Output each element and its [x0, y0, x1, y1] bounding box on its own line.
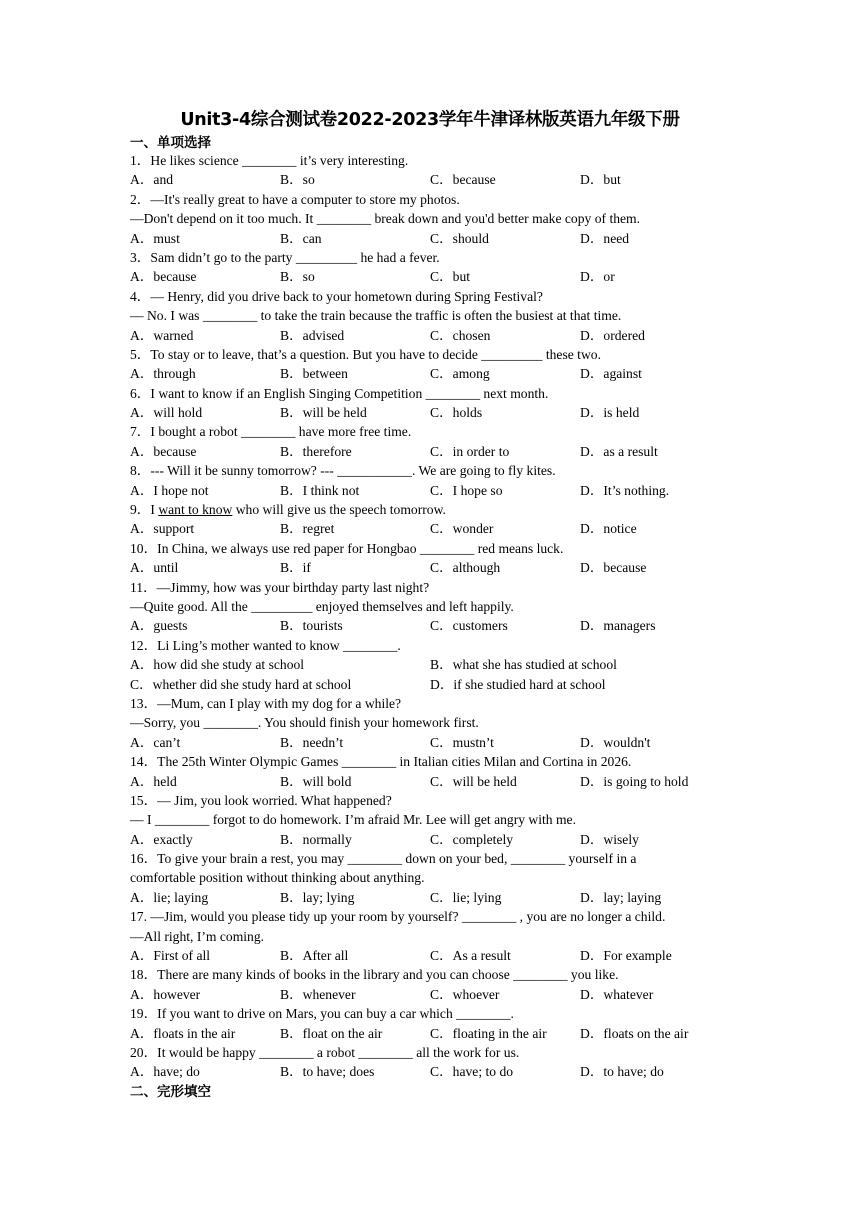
question-item [0, 422, 860, 461]
option-b: B．regret [280, 521, 335, 537]
question-text: —All right, I’m coming. [130, 928, 265, 944]
option-a: A．floats in the air [130, 1025, 236, 1041]
options-row [0, 888, 860, 907]
option-c: C．whether did she study hard at school [130, 676, 352, 692]
option-b: B．to have; does [280, 1064, 375, 1080]
question-stem-line [0, 597, 860, 616]
question-text: 5．To stay or to leave, that’s a question. But you have to decide _________ these two. [130, 346, 601, 362]
question-stem-line [0, 849, 860, 868]
option-b: B．float on the air [280, 1025, 383, 1041]
question-stem-line [0, 209, 860, 228]
option-c: C．although [430, 560, 501, 576]
question-item [0, 539, 860, 578]
question-item [0, 345, 860, 384]
options-row [0, 170, 860, 189]
option-b: B．if [280, 560, 311, 576]
option-b: B．what she has studied at school [430, 657, 617, 673]
option-b: B．tourists [280, 618, 343, 634]
question-item [0, 965, 860, 1004]
option-d: D．notice [580, 521, 637, 537]
question-stem-line [0, 539, 860, 558]
option-b: B．normally [280, 831, 352, 847]
option-c: C．I hope so [430, 482, 503, 498]
option-c: C．floating in the air [430, 1025, 547, 1041]
question-text: 15．— Jim, you look worried. What happened? [130, 792, 392, 808]
option-a: A．I hope not [130, 482, 209, 498]
question-stem-line [0, 907, 860, 926]
question-item [0, 849, 860, 907]
question-text: 7．I bought a robot ________ have more free time. [130, 424, 412, 440]
option-a: A．held [130, 773, 177, 789]
option-c: C．mustn’t [430, 734, 494, 750]
option-d: D．but [580, 172, 621, 188]
option-d: D．against [580, 366, 642, 382]
question-stem-line [0, 248, 860, 267]
option-b: B．will be held [280, 405, 367, 421]
question-item [0, 1004, 860, 1043]
question-text: 8．--- Will it be sunny tomorrow? --- ___________. We are going to fly kites. [130, 463, 556, 479]
question-item [0, 791, 860, 849]
question-stem-line [0, 927, 860, 946]
question-stem-line [0, 461, 860, 480]
options-row [0, 733, 860, 752]
options-row [0, 481, 860, 500]
question-text: 10．In China, we always use red paper for Hongbao ________ red means luck. [130, 540, 564, 556]
option-c: C．lie; lying [430, 889, 502, 905]
question-stem-line [0, 965, 860, 984]
options-row [0, 675, 860, 694]
option-a: A．warned [130, 327, 194, 343]
options-row [0, 267, 860, 286]
section-heading-single-choice: 一、单项选择 [130, 135, 211, 151]
option-a: A．because [130, 269, 197, 285]
option-b: B．therefore [280, 443, 352, 459]
option-c: C．should [430, 230, 489, 246]
options-row [0, 229, 860, 248]
option-d: D．is going to hold [580, 773, 689, 789]
question-stem-line [0, 287, 860, 306]
question-text: 19．If you want to drive on Mars, you can buy a car which ________. [130, 1006, 514, 1022]
option-b: B．advised [280, 327, 345, 343]
question-item [0, 1043, 860, 1082]
question-item [0, 907, 860, 965]
option-d: D．to have; do [580, 1064, 664, 1080]
question-stem-line [0, 868, 860, 887]
options-row [0, 326, 860, 345]
option-a: A．however [130, 986, 201, 1002]
option-c: C．whoever [430, 986, 500, 1002]
option-a: A．guests [130, 618, 188, 634]
option-d: D．is held [580, 405, 640, 421]
option-d: D．or [580, 269, 615, 285]
question-stem-line [0, 151, 860, 170]
question-text: — I ________ forgot to do homework. I’m afraid Mr. Lee will get angry with me. [130, 812, 576, 828]
option-c: C．but [430, 269, 471, 285]
option-d: D．whatever [580, 986, 654, 1002]
question-stem-line [0, 810, 860, 829]
option-b: B．can [280, 230, 322, 246]
question-text: 18．There are many kinds of books in the library and you can choose ________ you like. [130, 967, 619, 983]
options-row [0, 403, 860, 422]
question-item [0, 248, 860, 287]
question-stem-line [0, 190, 860, 209]
question-item [0, 500, 860, 539]
question-stem-line [0, 636, 860, 655]
question-text: 13．—Mum, can I play with my dog for a while? [130, 695, 402, 711]
options-row [0, 442, 860, 461]
options-row [0, 364, 860, 383]
question-stem-line [0, 422, 860, 441]
question-item [0, 694, 860, 752]
option-d: D．managers [580, 618, 656, 634]
question-text-post: who will give us the speech tomorrow. [232, 502, 446, 518]
option-a: A．and [130, 172, 174, 188]
option-c: C．holds [430, 405, 483, 421]
question-text: 1．He likes science ________ it’s very interesting. [130, 153, 409, 168]
question-text: comfortable position without thinking about anything. [130, 870, 425, 886]
options-row [0, 985, 860, 1004]
question-text: 20．It would be happy ________ a robot ________ all the work for us. [130, 1044, 520, 1060]
option-c: C．in order to [430, 443, 510, 459]
question-text: 14．The 25th Winter Olympic Games ________ in Italian cities Milan and Cortina in 2026. [130, 754, 632, 770]
option-a: A．how did she study at school [130, 657, 305, 673]
option-b: B．will bold [280, 773, 352, 789]
question-text: —Don't depend on it too much. It ________ break down and you'd better make copy of them. [130, 211, 641, 227]
question-text: 6．I want to know if an English Singing Competition ________ next month. [130, 385, 549, 401]
question-text: 11．—Jimmy, how was your birthday party last night? [130, 579, 430, 595]
option-d: D．because [580, 560, 647, 576]
option-a: A．must [130, 230, 180, 246]
option-d: D．lay; laying [580, 889, 662, 905]
option-a: A．support [130, 521, 195, 537]
question-item [0, 190, 860, 248]
option-a: A．First of all [130, 948, 211, 964]
option-d: D．wisely [580, 831, 639, 847]
option-d: D．need [580, 230, 630, 246]
option-d: D．as a result [580, 443, 658, 459]
option-b: B．so [280, 269, 315, 285]
document-title: Unit3-4综合测试卷2022-2023学年牛津译林版英语九年级下册 [180, 110, 680, 130]
option-b: B．lay; lying [280, 889, 355, 905]
options-row [0, 519, 860, 538]
option-a: A．have; do [130, 1064, 200, 1080]
question-item [0, 461, 860, 500]
question-item [0, 287, 860, 345]
option-d: D．floats on the air [580, 1025, 689, 1041]
question-stem-line [0, 1043, 860, 1062]
question-item [0, 752, 860, 791]
question-item [0, 384, 860, 423]
option-a: A．through [130, 366, 196, 382]
option-b: B．between [280, 366, 348, 382]
question-stem-line [0, 752, 860, 771]
option-d: D．if she studied hard at school [430, 676, 606, 692]
option-b: B．whenever [280, 986, 356, 1002]
option-d: D．It’s nothing. [580, 482, 670, 498]
question-text: 4．— Henry, did you drive back to your hometown during Spring Festival? [130, 288, 543, 304]
question-text: 12．Li Ling’s mother wanted to know ________. [130, 637, 401, 653]
question-item [0, 578, 860, 636]
underlined-phrase: want to know [158, 502, 233, 518]
option-d: D．ordered [580, 327, 645, 343]
question-stem-line [0, 1004, 860, 1023]
option-a: A．can’t [130, 734, 181, 750]
question-text: 17. —Jim, would you please tidy up your room by yourself? ________ , you are no longer a child. [130, 909, 666, 925]
option-d: D．wouldn't [580, 734, 651, 750]
option-b: B．needn’t [280, 734, 344, 750]
option-c: C．because [430, 172, 496, 188]
option-c: C．wonder [430, 521, 494, 537]
options-row [0, 1024, 860, 1043]
question-text: 2．—It's really great to have a computer to store my photos. [130, 191, 460, 207]
option-a: A．because [130, 443, 197, 459]
question-stem-line [0, 713, 860, 732]
option-a: A．lie; laying [130, 889, 209, 905]
question-text-pre: 9．I [130, 502, 159, 518]
option-d: D．For example [580, 948, 672, 964]
question-text: 16．To give your brain a rest, you may ________ down on your bed, ________ yourself in a [130, 851, 637, 867]
question-list [0, 151, 860, 1082]
option-b: B．After all [280, 948, 349, 964]
question-stem-line [0, 791, 860, 810]
question-text: — No. I was ________ to take the train because the traffic is often the busiest at that time. [130, 308, 622, 324]
question-stem-line [0, 578, 860, 597]
question-text [130, 500, 446, 519]
options-row [0, 655, 860, 674]
option-b: B．so [280, 172, 315, 188]
option-c: C．chosen [430, 327, 491, 343]
options-row [0, 772, 860, 791]
option-c: C．have; to do [430, 1064, 514, 1080]
question-item [0, 151, 860, 190]
option-c: C．customers [430, 618, 508, 634]
option-c: C．As a result [430, 948, 511, 964]
options-row [0, 1062, 860, 1081]
question-text: —Sorry, you ________. You should finish your homework first. [130, 715, 479, 731]
section-heading-cloze: 二、完形填空 [130, 1084, 211, 1100]
option-b: B．I think not [280, 482, 360, 498]
option-a: A．until [130, 560, 179, 576]
option-a: A．will hold [130, 405, 203, 421]
option-c: C．among [430, 366, 490, 382]
question-text: 3．Sam didn’t go to the party _________ he had a fever. [130, 249, 440, 265]
question-item [0, 636, 860, 694]
options-row [0, 616, 860, 635]
option-a: A．exactly [130, 831, 193, 847]
option-c: C．will be held [430, 773, 517, 789]
options-row [0, 558, 860, 577]
option-c: C．completely [430, 831, 514, 847]
options-row [0, 830, 860, 849]
question-stem-line [0, 306, 860, 325]
question-stem-line [0, 384, 860, 403]
options-row [0, 946, 860, 965]
question-text: —Quite good. All the _________ enjoyed themselves and left happily. [130, 598, 514, 614]
question-stem-line [0, 500, 860, 519]
question-stem-line [0, 694, 860, 713]
question-stem-line [0, 345, 860, 364]
